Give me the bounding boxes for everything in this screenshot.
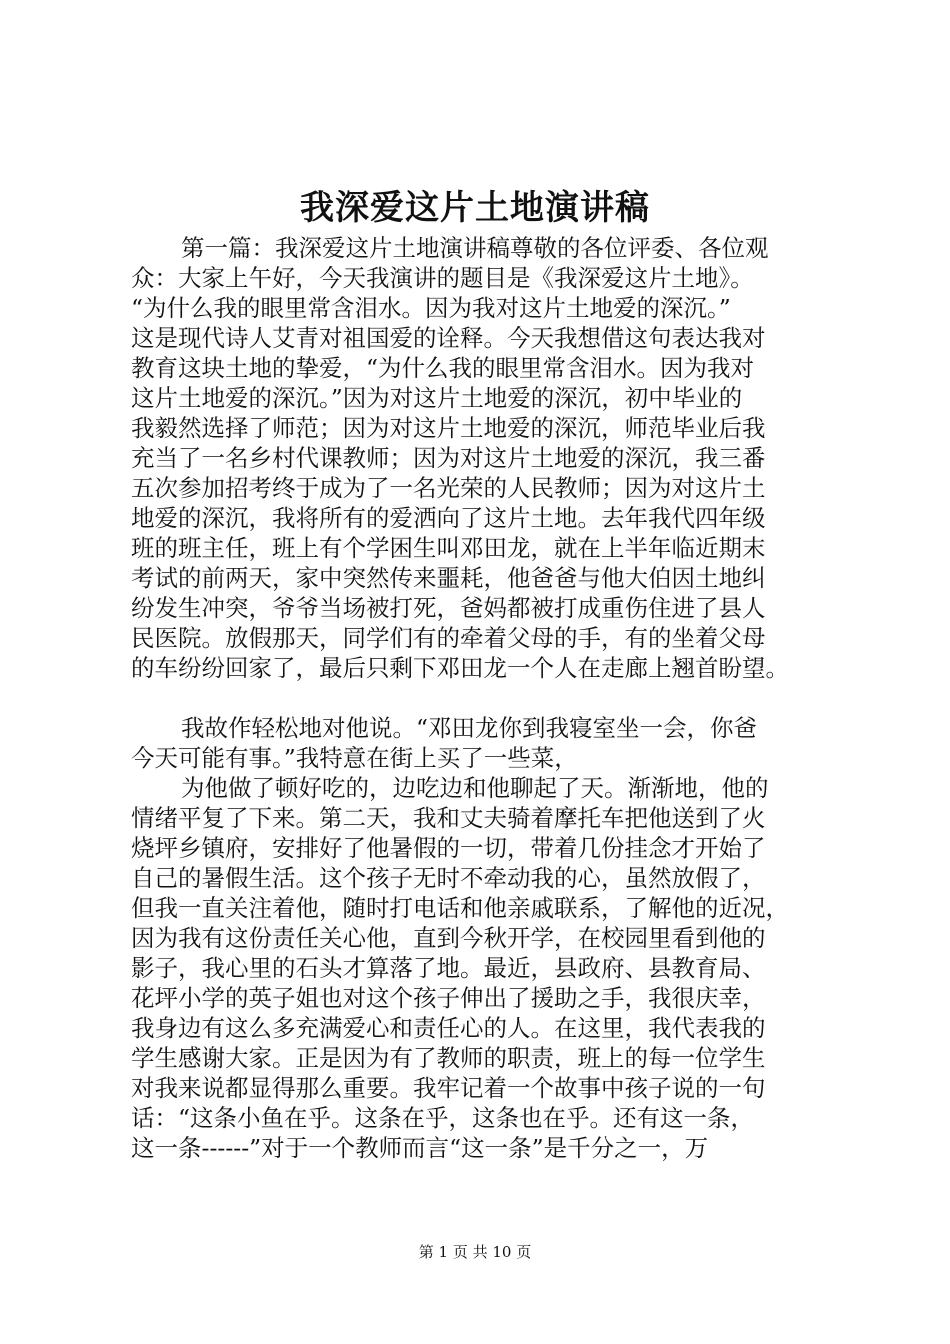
text-line: 烧坪乡镇府，安排好了他暑假的一切，带着几份挂念才开始了: [131, 834, 766, 862]
text-line: “为什么我的眼里常含泪水。因为我对这片土地爱的深沉。”: [131, 294, 731, 322]
text-line: 五次参加招考终于成为了一名光荣的人民教师；因为对这片土: [131, 474, 766, 502]
text-line: 花坪小学的英子姐也对这个孩子伸出了援助之手，我很庆幸，: [131, 984, 766, 1012]
text-line: 这片土地爱的深沉。”因为对这片土地爱的深沉，初中毕业的: [131, 384, 743, 412]
page-footer: 第 1 页 共 10 页: [418, 1243, 532, 1261]
text-line: 民医院。放假那天，同学们有的牵着父母的手，有的坐着父母: [131, 624, 766, 652]
text-line: 地爱的深沉，我将所有的爱洒向了这片土地。去年我代四年级: [131, 504, 766, 532]
text-line: 纷发生冲突，爷爷当场被打死，爸妈都被打成重伤住进了县人: [131, 594, 766, 622]
text-line: 我身边有这么多充满爱心和责任心的人。在这里，我代表我的: [131, 1014, 766, 1042]
text-line: 为他做了顿好吃的，边吃边和他聊起了天。渐渐地，他的: [181, 774, 769, 802]
document-title: 我深爱这片土地演讲稿: [300, 188, 650, 228]
text-line: 这是现代诗人艾青对祖国爱的诠释。今天我想借这句表达我对: [131, 324, 766, 352]
text-line: 班的班主任，班上有个学困生叫邓田龙，就在上半年临近期末: [131, 534, 766, 562]
text-line: 话：“这条小鱼在乎。这条在乎，这条也在乎。还有这一条，: [131, 1104, 755, 1132]
text-line: 自己的暑假生活。这个孩子无时不牵动我的心，虽然放假了，: [131, 864, 766, 892]
text-line: 的车纷纷回家了，最后只剩下邓田龙一个人在走廊上翘首盼望。: [131, 654, 789, 682]
text-line: 这一条------”对于一个教师而言“这一条”是千分之一，万: [131, 1134, 709, 1162]
text-line: 我故作轻松地对他说。“邓田龙你到我寝室坐一会，你爸: [181, 714, 758, 742]
text-line: 对我来说都显得那么重要。我牢记着一个故事中孩子说的一句: [131, 1074, 766, 1102]
text-line: 但我一直关注着他，随时打电话和他亲戚联系，了解他的近况，: [131, 894, 789, 922]
text-line: 我毅然选择了师范；因为对这片土地爱的深沉，师范毕业后我: [131, 414, 766, 442]
document-body: [131, 233, 851, 1163]
text-line: 今天可能有事。”我特意在街上买了一些菜，: [131, 744, 578, 772]
text-line: 考试的前两天，家中突然传来噩耗，他爸爸与他大伯因土地纠: [131, 564, 766, 592]
paragraph-gap: [131, 683, 851, 713]
text-line: 影子，我心里的石头才算落了地。最近，县政府、县教育局、: [131, 954, 766, 982]
text-line: 教育这块土地的挚爱，“为什么我的眼里常含泪水。因为我对: [131, 354, 755, 382]
text-line: 充当了一名乡村代课教师；因为对这片土地爱的深沉，我三番: [131, 444, 766, 472]
text-line: 学生感谢大家。正是因为有了教师的职责，班上的每一位学生: [131, 1044, 766, 1072]
text-line: 众：大家上午好，今天我演讲的题目是《我深爱这片土地》。: [131, 264, 754, 292]
text-line: 因为我有这份责任关心他，直到今秋开学，在校园里看到他的: [131, 924, 766, 952]
text-line: 情绪平复了下来。第二天，我和丈夫骑着摩托车把他送到了火: [131, 804, 766, 832]
text-line: 第一篇：我深爱这片土地演讲稿尊敬的各位评委、各位观: [181, 234, 769, 262]
